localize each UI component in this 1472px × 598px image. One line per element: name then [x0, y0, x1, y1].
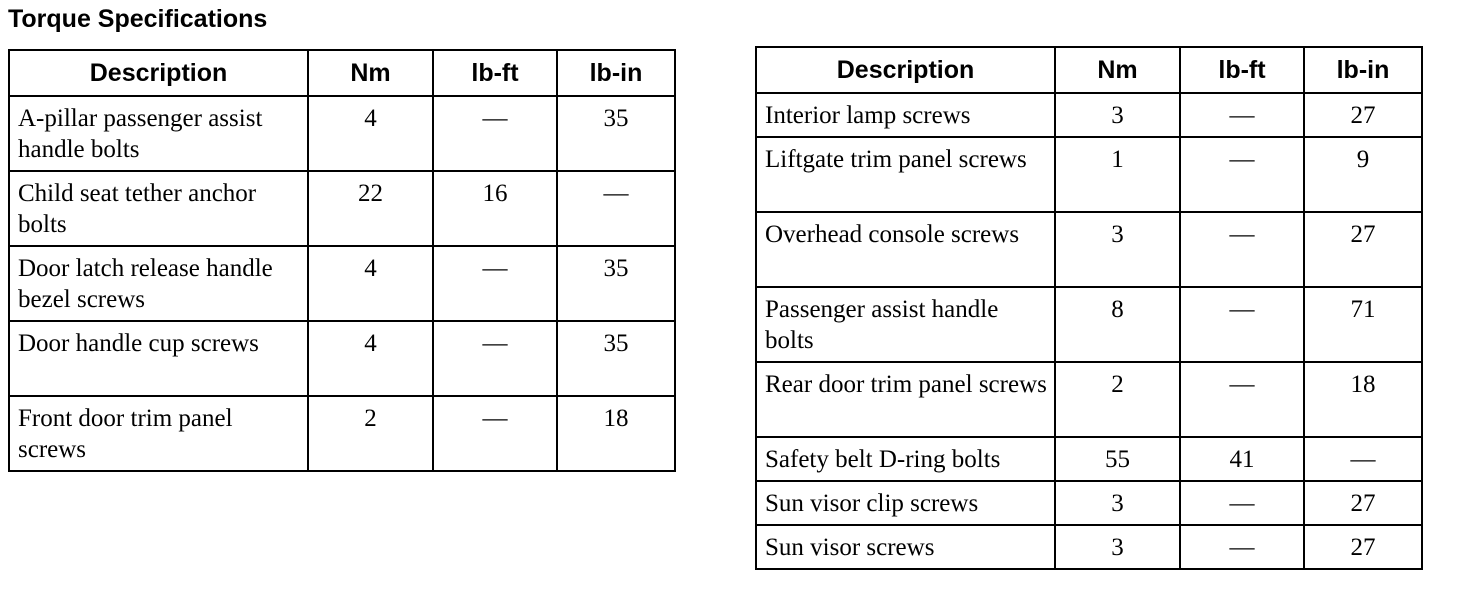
cell-lbft: — — [1180, 362, 1304, 437]
cell-lbin: 35 — [557, 96, 675, 171]
table-row — [9, 396, 675, 471]
cell-nm: 4 — [308, 96, 433, 171]
header-lbft: lb-ft — [1180, 47, 1304, 93]
cell-lbin: 71 — [1304, 287, 1422, 362]
cell-lbft: — — [1180, 212, 1304, 287]
cell-description: Front door trim panel screws — [9, 396, 308, 471]
cell-nm: 3 — [1055, 481, 1180, 525]
cell-lbin: — — [557, 171, 675, 246]
cell-description: Overhead console screws — [756, 212, 1055, 287]
cell-description: Sun visor clip screws — [756, 481, 1055, 525]
cell-description: Sun visor screws — [756, 525, 1055, 569]
cell-lbin: 35 — [557, 321, 675, 396]
cell-lbin: 27 — [1304, 212, 1422, 287]
cell-lbft: — — [1180, 287, 1304, 362]
cell-description: Interior lamp screws — [756, 93, 1055, 137]
header-nm: Nm — [1055, 47, 1180, 93]
cell-lbft: — — [433, 246, 557, 321]
cell-lbft: — — [1180, 93, 1304, 137]
cell-description: Door latch release handle bezel screws — [9, 246, 308, 321]
cell-nm: 8 — [1055, 287, 1180, 362]
table-row — [756, 287, 1422, 362]
cell-lbft: — — [433, 96, 557, 171]
cell-lbin: 18 — [557, 396, 675, 471]
table-row — [756, 525, 1422, 569]
cell-lbin: 27 — [1304, 93, 1422, 137]
cell-description: Child seat tether anchor bolts — [9, 171, 308, 246]
cell-lbft: — — [1180, 137, 1304, 212]
cell-lbft: — — [1180, 481, 1304, 525]
cell-nm: 3 — [1055, 93, 1180, 137]
cell-lbin: 18 — [1304, 362, 1422, 437]
cell-lbft: — — [433, 396, 557, 471]
cell-lbin: — — [1304, 437, 1422, 481]
cell-lbin: 9 — [1304, 137, 1422, 212]
cell-lbft: 41 — [1180, 437, 1304, 481]
table-row — [756, 481, 1422, 525]
table-row — [756, 362, 1422, 437]
cell-description: Liftgate trim panel screws — [756, 137, 1055, 212]
cell-lbft: — — [1180, 525, 1304, 569]
cell-lbin: 35 — [557, 246, 675, 321]
cell-lbin: 27 — [1304, 525, 1422, 569]
table-row — [9, 171, 675, 246]
cell-lbin: 27 — [1304, 481, 1422, 525]
cell-nm: 2 — [1055, 362, 1180, 437]
table-row — [756, 437, 1422, 481]
torque-table-left — [8, 49, 676, 472]
cell-description: Safety belt D-ring bolts — [756, 437, 1055, 481]
cell-description: Door handle cup screws — [9, 321, 308, 396]
table-row — [9, 96, 675, 171]
cell-description: A-pillar passenger assist handle bolts — [9, 96, 308, 171]
header-lbin: lb-in — [1304, 47, 1422, 93]
cell-description: Passenger assist handle bolts — [756, 287, 1055, 362]
header-nm: Nm — [308, 50, 433, 96]
cell-nm: 55 — [1055, 437, 1180, 481]
header-description: Description — [756, 47, 1055, 93]
cell-nm: 22 — [308, 171, 433, 246]
cell-nm: 4 — [308, 246, 433, 321]
cell-nm: 4 — [308, 321, 433, 396]
header-row — [756, 47, 1422, 93]
page-title: Torque Specifications — [8, 5, 268, 33]
header-row — [9, 50, 675, 96]
header-lbin: lb-in — [557, 50, 675, 96]
table-row — [756, 93, 1422, 137]
header-description: Description — [9, 50, 308, 96]
table-row — [9, 321, 675, 396]
header-lbft: lb-ft — [433, 50, 557, 96]
cell-description: Rear door trim panel screws — [756, 362, 1055, 437]
cell-nm: 3 — [1055, 525, 1180, 569]
table-row — [756, 212, 1422, 287]
table-row — [756, 137, 1422, 212]
torque-table-right — [755, 46, 1423, 570]
cell-lbft: — — [433, 321, 557, 396]
cell-nm: 2 — [308, 396, 433, 471]
cell-lbft: 16 — [433, 171, 557, 246]
cell-nm: 1 — [1055, 137, 1180, 212]
cell-nm: 3 — [1055, 212, 1180, 287]
table-row — [9, 246, 675, 321]
